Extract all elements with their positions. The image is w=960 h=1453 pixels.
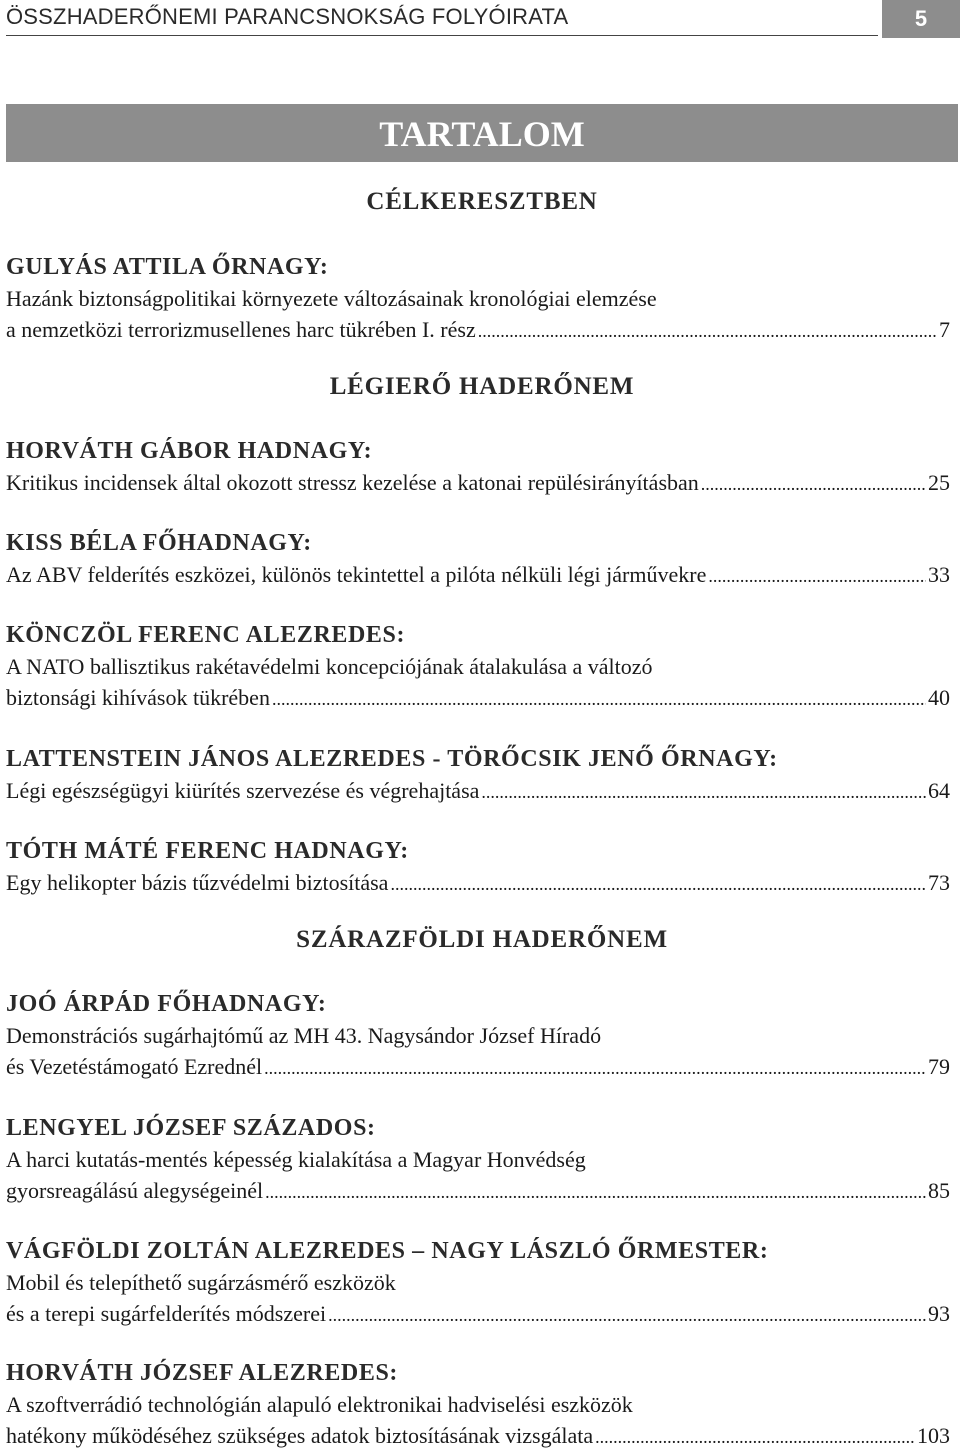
entry-author: LENGYEL JÓZSEF SZÁZADOS:	[6, 1115, 376, 1141]
leader-dots	[328, 1298, 926, 1331]
title-band	[6, 104, 958, 162]
entry-author: TÓTH MÁTÉ FERENC HADNAGY:	[6, 838, 409, 864]
toc-entry[interactable]	[6, 1236, 950, 1331]
entry-title-last-line	[6, 1298, 950, 1331]
entry-page-number: 79	[928, 1054, 950, 1079]
entry-author: HORVÁTH JÓZSEF ALEZREDES:	[6, 1360, 399, 1386]
entry-title-line: A szoftverrádió technológián alapuló elektronikai hadviselési eszközök	[6, 1392, 633, 1417]
entry-title-last-line	[6, 867, 950, 900]
leader-dots	[478, 314, 937, 347]
toc-entry[interactable]	[6, 528, 950, 592]
toc-entry[interactable]	[6, 989, 950, 1084]
entry-title-text: gyorsreagálású alegységeinél	[6, 1178, 264, 1203]
entry-title-line: A harci kutatás-mentés képesség kialakítása a Magyar Honvédség	[6, 1147, 586, 1172]
entry-title-last-line	[6, 467, 950, 500]
toc-entry[interactable]	[6, 1358, 950, 1453]
entry-author: HORVÁTH GÁBOR HADNAGY:	[6, 438, 373, 464]
toc-entry[interactable]	[6, 436, 950, 500]
entry-page-number: 7	[939, 317, 950, 342]
toc-entry[interactable]	[6, 744, 950, 808]
entry-title-last-line	[6, 682, 950, 715]
entry-page-number: 85	[928, 1178, 950, 1203]
leader-dots	[701, 467, 926, 500]
entry-title-text: és a terepi sugárfelderítés módszerei	[6, 1301, 327, 1326]
entry-title-text: biztonsági kihívások tükrében	[6, 685, 270, 710]
entry-page-number: 40	[928, 685, 950, 710]
page-number: 5	[882, 0, 960, 38]
entry-title-text: Egy helikopter bázis tűzvédelmi biztosítása	[6, 870, 389, 895]
entry-author: JOÓ ÁRPÁD FŐHADNAGY:	[6, 991, 327, 1017]
running-header	[6, 0, 960, 38]
entry-title-line: Hazánk biztonságpolitikai környezete változásainak kronológiai elemzése	[6, 286, 657, 311]
entry-title-text: Az ABV felderítés eszközei, különös tekintettel a pilóta nélküli légi járművekre	[6, 562, 707, 587]
entry-title-text: a nemzetközi terrorizmusellenes harc tükrében I. rész	[6, 317, 476, 342]
leader-dots	[390, 867, 926, 900]
page-title: TARTALOM	[379, 114, 585, 154]
entry-title-last-line	[6, 314, 950, 347]
entry-author: GULYÁS ATTILA ŐRNAGY:	[6, 254, 329, 280]
entry-title-last-line	[6, 775, 950, 808]
entry-title-last-line	[6, 1051, 950, 1084]
leader-dots	[481, 775, 926, 808]
entry-title-text: Légi egészségügyi kiürítés szervezése és végrehajtása	[6, 778, 480, 803]
header-rule	[6, 35, 878, 36]
entry-page-number: 93	[928, 1301, 950, 1326]
leader-dots	[595, 1420, 915, 1453]
entry-author: KÖNCZÖL FERENC ALEZREDES:	[6, 622, 406, 648]
toc-entry[interactable]	[6, 836, 950, 900]
leader-dots	[272, 682, 926, 715]
entry-page-number: 33	[928, 562, 950, 587]
entry-page-number: 103	[917, 1423, 950, 1448]
journal-title: ÖSSZHADERŐNEMI PARANCSNOKSÁG FOLYÓIRATA	[6, 4, 569, 29]
entry-page-number: 73	[928, 870, 950, 895]
entry-author: LATTENSTEIN JÁNOS ALEZREDES - TÖRŐCSIK JENŐ ŐRNAGY:	[6, 746, 778, 772]
entry-title-last-line	[6, 1420, 950, 1453]
leader-dots	[265, 1175, 926, 1208]
entry-title-last-line	[6, 1175, 950, 1208]
entry-title-text: hatékony működéséhez szükséges adatok biztosításának vizsgálata	[6, 1423, 594, 1448]
leader-dots	[708, 559, 926, 592]
entry-title-line: A NATO ballisztikus rakétavédelmi koncepciójának átalakulása a változó	[6, 654, 653, 679]
section-heading: LÉGIERŐ HADERŐNEM	[329, 373, 635, 400]
entry-title-last-line	[6, 559, 950, 592]
entry-author: VÁGFÖLDI ZOLTÁN ALEZREDES – NAGY LÁSZLÓ ŐRMESTER:	[6, 1238, 769, 1264]
toc-entry[interactable]	[6, 252, 950, 347]
entry-page-number: 25	[928, 470, 950, 495]
entry-page-number: 64	[928, 778, 950, 803]
toc-entry[interactable]	[6, 1113, 950, 1208]
section-heading: CÉLKERESZTBEN	[366, 188, 598, 215]
entry-title-text: és Vezetéstámogató Ezrednél	[6, 1054, 263, 1079]
entry-title-line: Mobil és telepíthető sugárzásmérő eszközök	[6, 1270, 396, 1295]
entry-author: KISS BÉLA FŐHADNAGY:	[6, 530, 312, 556]
entry-title-text: Kritikus incidensek által okozott stressz kezelése a katonai repülésirányításban	[6, 470, 699, 495]
entry-title-line: Demonstrációs sugárhajtómű az MH 43. Nagysándor József Híradó	[6, 1023, 602, 1048]
section-heading: SZÁRAZFÖLDI HADERŐNEM	[296, 926, 668, 953]
toc-entry[interactable]	[6, 620, 950, 715]
leader-dots	[264, 1051, 926, 1084]
